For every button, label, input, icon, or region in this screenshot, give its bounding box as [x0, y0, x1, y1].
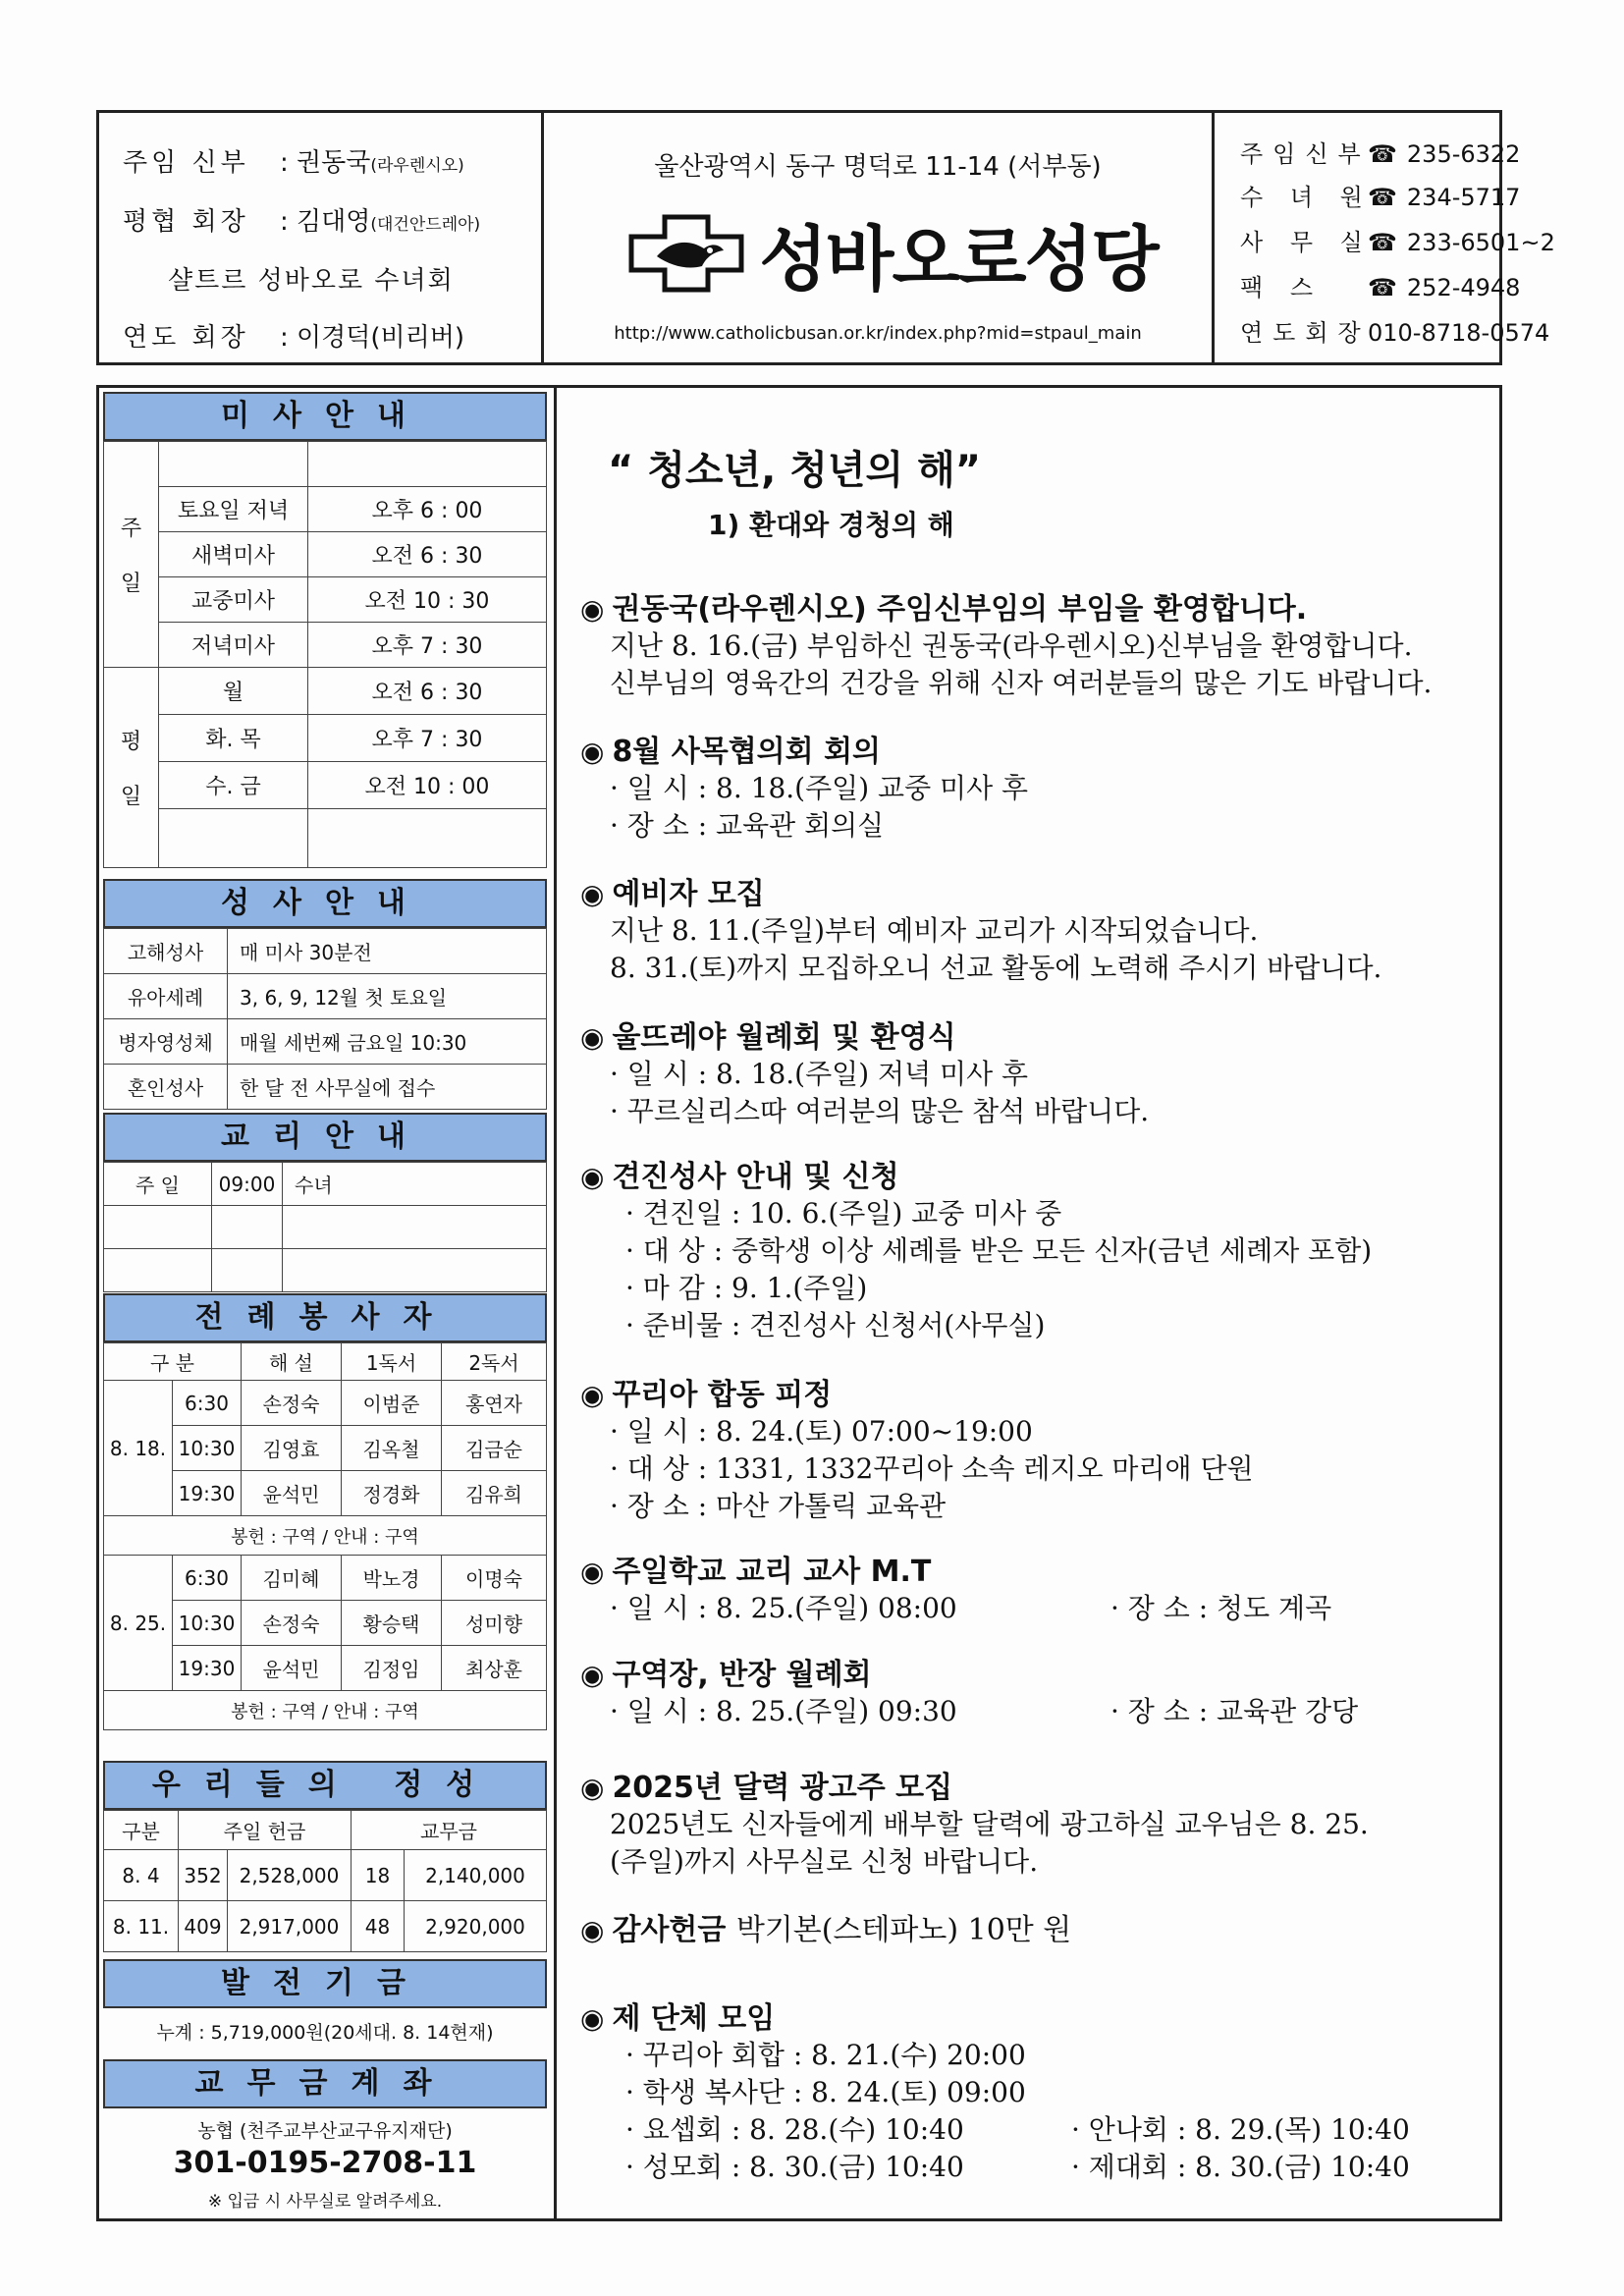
contact-row: 팩 스 ☎ 252-4948: [1240, 274, 1521, 301]
announcement-item: ◉ 2025년 달력 광고주 모집 2025년도 신자들에게 배부할 달력에 광고하실 교우님은 8. 25. (주일)까지 사무실로 신청 바랍니다.: [580, 1771, 1369, 1878]
announcements: [561, 388, 1499, 2218]
bullet-icon: ◉: [580, 1772, 605, 1804]
yearly-subtheme: 1) 환대와 경청의 해: [708, 509, 954, 541]
main-box: [96, 385, 1502, 2221]
bullet-icon: ◉: [580, 1914, 605, 1946]
announcement-item: ◉ 꾸리아 합동 피정 · 일 시 : 8. 24.(토) 07:00~19:00 · 대 상 : 1331, 1332꾸리아 소속 레지오 마리애 단원 · 장 소 : 마산 가톨릭 교육관: [580, 1378, 1254, 1522]
bullet-icon: ◉: [580, 1379, 605, 1411]
bullet-icon: ◉: [580, 1021, 605, 1054]
church-emblem-icon: [627, 213, 745, 294]
announcement-item: ◉ 권동국(라우렌시오) 주임신부임의 부임을 환영합니다. 지난 8. 16.(금) 부임하신 권동국(라우렌시오)신부님을 환영합니다. 신부님의 영육간의 건강을 위해 신자 여러분들의 많은 기도 바랍니다.: [580, 592, 1433, 699]
doctrine-title: 교리안내: [103, 1113, 547, 1162]
church-url[interactable]: http://www.catholicbusan.or.kr/index.php?mid=stpaul_main: [614, 323, 1142, 344]
bullet-icon: ◉: [580, 878, 605, 910]
phone-icon: ☎: [1368, 229, 1397, 256]
announcement-item: ◉ 8월 사목협의회 회의 · 일 시 : 8. 18.(주일) 교중 미사 후 · 장 소 : 교육관 회의실: [580, 735, 1029, 842]
phone-icon: ☎: [1368, 274, 1397, 301]
offering-table: 구분 주일 헌금 교무금 8. 4 352 2,528,000 18 2,140,000 8. 11. 409 2,917,000 48 2,920,000: [103, 1810, 547, 1952]
announcement-item: ◉ 견진성사 안내 및 신청 · 견진일 : 10. 6.(주일) 교중 미사 중 · 대 상 : 중학생 이상 세례를 받은 모든 신자(금년 세례자 포함) · 마 감 : 9. 1.(주일) · 준비물 : 견진성사 신청서(사무실): [580, 1160, 1373, 1341]
liturgy-table: 구 분 해 설 1독서 2독서 8. 18. 6:30 손정숙 이범준 홍연자 10:30 김영효 김옥철 김금순 19:30 윤석민 정경화 김유희 봉헌 : 구역 / 안내 : 구역 8. 25. 6:30 김미혜 박노경 이명숙 10:30 손정숙 황승택 성미향 19:30 윤석민 김정임 최상훈 봉헌 : 구역 / 안내 : 구역: [103, 1342, 547, 1730]
offering-title: 우리들의 정성: [103, 1761, 547, 1810]
account-note: ※ 입금 시 사무실로 알려주세요.: [207, 2192, 443, 2212]
bullet-icon: ◉: [580, 2002, 605, 2035]
officer-row: 연도 회장 : 이경덕(비리버): [123, 323, 465, 353]
announcement-item: ◉ 예비자 모집 지난 8. 11.(주일)부터 예비자 교리가 시작되었습니다. 8. 31.(토)까지 모집하오니 선교 활동에 노력해 주시기 바랍니다.: [580, 877, 1382, 984]
sacrament-table: 고해성사 매 미사 30분전 유아세례 3, 6, 9, 12월 첫 토요일 병자영성체 매월 세번째 금요일 10:30 혼인성사 한 달 전 사무실에 접수: [103, 928, 547, 1110]
announcement-item: ◉ 주일학교 교리 교사 M.T · 일 시 : 8. 25.(주일) 08:00 · 장 소 : 청도 계곡: [580, 1555, 1332, 1624]
contact-row: 주임신부☎ 235-6322: [1240, 140, 1521, 168]
sacrament-title: 성사안내: [103, 879, 547, 928]
bullet-icon: ◉: [580, 593, 605, 626]
bullet-icon: ◉: [580, 1556, 605, 1588]
bullet-icon: ◉: [580, 1659, 605, 1691]
account-bank: 농협 (천주교부산교구유지재단): [197, 2120, 453, 2142]
mass-sunday-label: 주 일: [104, 442, 159, 668]
account-title: 교무금계좌: [103, 2059, 547, 2108]
mass-title: 미사안내: [103, 392, 547, 441]
header-officers: [99, 113, 541, 362]
announcement-item: ◉ 구역장, 반장 월례회 · 일 시 : 8. 25.(주일) 09:30 · 장 소 : 교육관 강당: [580, 1658, 1359, 1727]
announcement-item: ◉ 감사헌금 박기본(스테파노) 10만 원: [580, 1913, 1072, 1947]
contact-row: 수 녀 원☎ 234-5717: [1240, 184, 1521, 211]
doctrine-table: 주 일 09:00 수녀: [103, 1162, 547, 1292]
phone-icon: ☎: [1368, 184, 1397, 211]
church-name: 성바오로성당: [759, 218, 1158, 301]
officer-row: 평협 회장 : 김대영(대건안드레아): [123, 207, 481, 237]
account-number: 301-0195-2708-11: [173, 2146, 477, 2180]
bullet-icon: ◉: [580, 1161, 605, 1193]
phone-icon: ☎: [1368, 140, 1397, 168]
church-address: 울산광역시 동구 명덕로 11-14 (서부동): [654, 152, 1102, 182]
announcement-item: ◉ 제 단체 모임 · 꾸리아 회합 : 8. 21.(수) 20:00 · 학생 복사단 : 8. 24.(토) 09:00 · 요셉회 : 8. 28.(수) 10:40 · 안나회 : 8. 29.(목) 10:40 · 성모회 : 8. 30.(금) 10:40 · 제대회 : 8. 30.(금) 10:40: [580, 2001, 1410, 2183]
church-logo: [573, 199, 1212, 307]
announcement-item: ◉ 울뜨레야 월례회 및 환영식 · 일 시 : 8. 18.(주일) 저녁 미사 후 · 꾸르실리스따 여러분의 많은 참석 바랍니다.: [580, 1020, 1150, 1127]
yearly-theme: “ 청소년, 청년의 해”: [608, 448, 982, 493]
header-box: [96, 110, 1555, 365]
mass-weekday-label: 평 일: [104, 668, 159, 868]
liturgy-title: 전례봉사자: [103, 1293, 547, 1342]
officer-row: 샬트르 성바오로 수녀회: [168, 266, 455, 296]
fund-total: 누계 : 5,719,000원(20세대. 8. 14현재): [156, 2022, 494, 2044]
officer-row: 주임 신부 : 권동국(라우렌시오): [123, 148, 464, 178]
bullet-icon: ◉: [580, 736, 605, 768]
header-contacts: [1215, 113, 1555, 362]
contact-row: 사 무 실☎ 233-6501~2: [1240, 229, 1555, 256]
contact-row: 연도회장010-8718-0574: [1240, 319, 1550, 347]
sidebar: [99, 388, 554, 2218]
header-church: [544, 113, 1212, 362]
fund-title: 발전기금: [103, 1959, 547, 2008]
mass-table: 주 일 토요일 저녁 오후 6 : 00 새벽미사 오전 6 : 30 교중미사 오전 10 : 30 저녁미사 오후 7 : 30 평 일 월 오전 6 : 30 화. 목 오후 7 : 30 수. 금 오전 10 : 00: [103, 441, 547, 868]
